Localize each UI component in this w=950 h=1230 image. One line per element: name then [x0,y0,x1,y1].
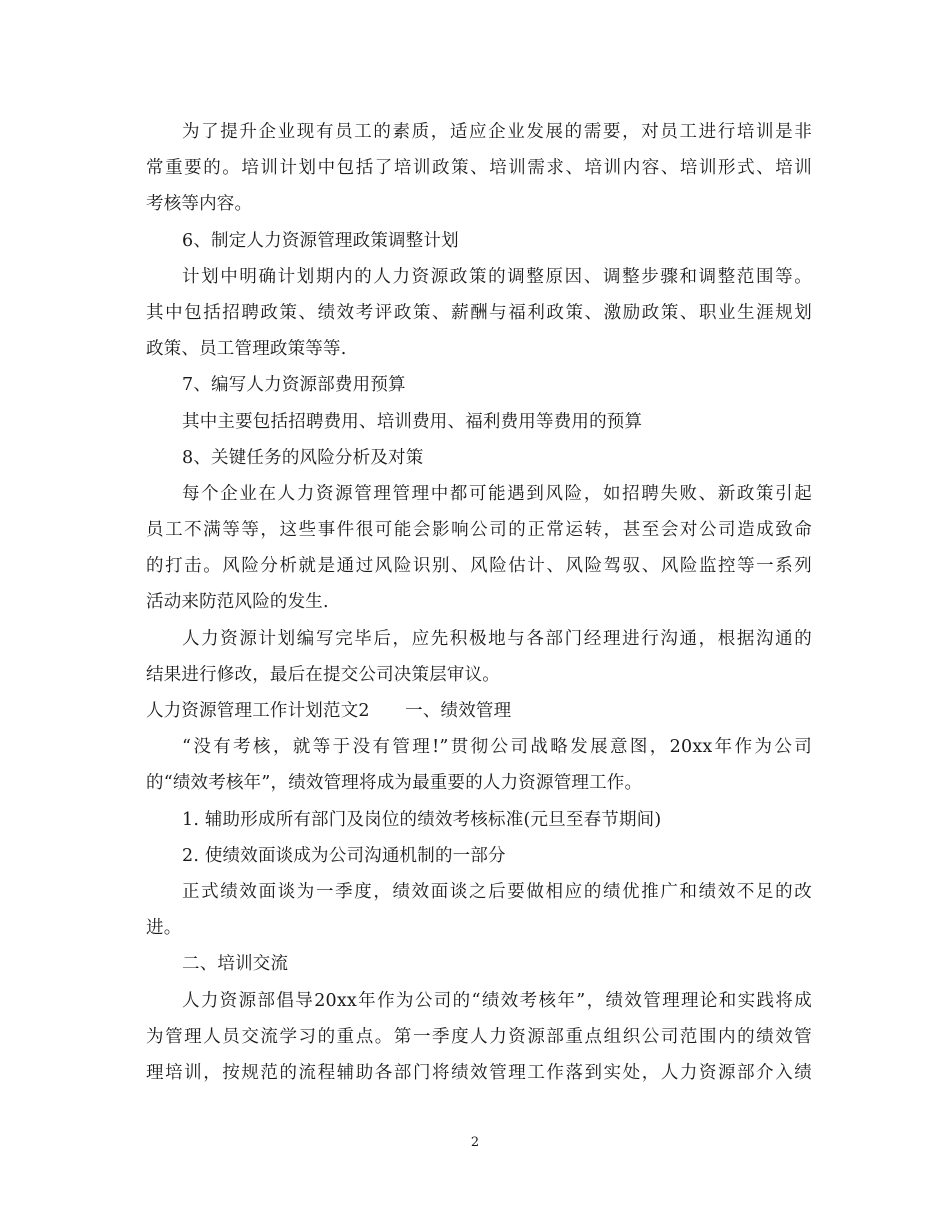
text-line: 人力资源部倡导20xx年作为公司的“绩效考核年”，绩效管理理论和实践将成 [182,990,812,1011]
text-line: 二、培训交流 [182,954,289,975]
text-line: 进。 [146,918,182,939]
text-line: 计划中明确计划期内的人力资源政策的调整原因、调整步骤和调整范围等。 [182,266,812,287]
text-line: 理培训，按规范的流程辅助各部门将绩效管理工作落到实处，人力资源部介入绩 [146,1062,812,1083]
text-line: 1. 辅助形成所有部门及岗位的绩效考核标准(元旦至春节期间) [182,809,662,830]
text-line: 6、制定人力资源管理政策调整计划 [182,230,459,251]
text-line: 人力资源管理工作计划范文2 一、绩效管理 [146,701,512,721]
text-line: 的“绩效考核年”，绩效管理将成为最重要的人力资源管理工作。 [146,773,643,794]
text-line: “没有考核，就等于没有管理!”贯彻公司战略发展意图，20xx年作为公司 [182,737,812,758]
text-line: 8、关键任务的风险分析及对策 [182,447,424,468]
text-line: 正式绩效面谈为一季度，绩效面谈之后要做相应的绩优推广和绩效不足的改 [182,881,812,902]
text-line: 2. 使绩效面谈成为公司沟通机制的一部分 [182,845,506,866]
text-line: 7、编写人力资源部费用预算 [182,375,406,396]
text-line: 活动来防范风险的发生. [146,592,329,613]
text-line: 为了提升企业现有员工的素质，适应企业发展的需要，对员工进行培训是非 [182,122,812,142]
text-line: 其中主要包括招聘费用、培训费用、福利费用等费用的预算 [182,411,643,432]
text-line: 每个企业在人力资源管理管理中都可能遇到风险，如招聘失败、新政策引起 [182,483,812,504]
page-number: 2 [470,1135,480,1150]
text-line: 结果进行修改，最后在提交公司决策层审议。 [146,664,500,685]
text-line: 常重要的。培训计划中包括了培训政策、培训需求、培训内容、培训形式、培训 [146,158,812,179]
text-line: 其中包括招聘政策、绩效考评政策、薪酬与福利政策、激励政策、职业生涯规划 [146,302,812,323]
text-line: 人力资源计划编写完毕后，应先积极地与各部门经理进行沟通，根据沟通的 [182,628,812,649]
text-line: 考核等内容。 [146,194,253,215]
text-line: 政策、员工管理政策等等. [146,339,347,360]
text-line: 的打击。风险分析就是通过风险识别、风险估计、风险驾驭、风险监控等一系列 [146,556,812,577]
text-line: 员工不满等等，这些事件很可能会影响公司的正常运转，甚至会对公司造成致命 [146,520,812,541]
text-line: 为管理人员交流学习的重点。第一季度人力资源部重点组织公司范围内的绩效管 [146,1026,812,1047]
document-body [146,114,812,1091]
